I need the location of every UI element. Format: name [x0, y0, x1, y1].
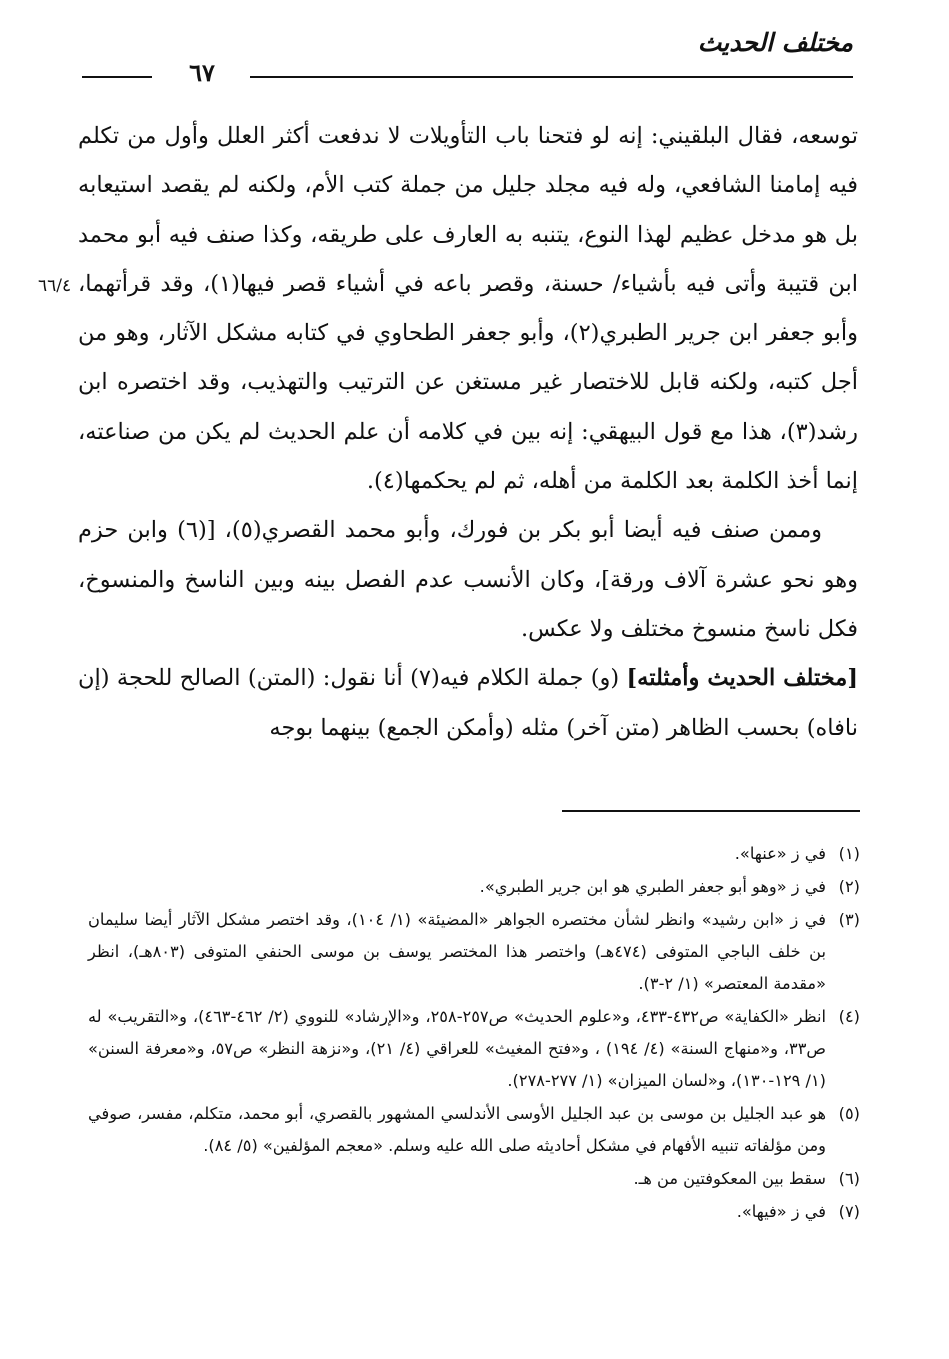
paragraph-3 [78, 654, 858, 753]
footnote-number: (٢) [838, 877, 860, 896]
footnote-text: في ز «فيها». [736, 1202, 826, 1221]
footnote-6 [88, 1163, 860, 1195]
paragraph-3-text: (و) جملة الكلام فيه(٧) أنا نقول: (المتن) الصالح للحجة (إن نافاه) بحسب الظاهر (متن آخر) مثله (وأمكن الجمع) بينهما بوجه [78, 665, 858, 741]
footnote-7 [88, 1196, 860, 1228]
footnote-number: (٧) [838, 1202, 860, 1221]
header-rule-left [82, 76, 152, 78]
footnote-number: (٣) [838, 910, 860, 929]
footnote-5 [88, 1098, 860, 1162]
footnote-text: في ز «ابن رشيد» وانظر لشأن مختصره الجواهر «المضيئة» (١/ ١٠٤)، وقد اختصر مشكل الآثار أيضا سليمان بن خلف الباجي المتوفى (٤٧٤هـ) واختصر هذا المختصر يوسف بن موسى الحنفي المتوفى (٨٠٣هـ)، انظر «مقدمة المعتصر» (١/ ٢-٣). [88, 910, 826, 993]
footnote-number: (٥) [838, 1104, 860, 1123]
footnote-text: سقط بين المعكوفتين من هـ. [633, 1169, 826, 1188]
footnote-3 [88, 904, 860, 1000]
footnote-1 [88, 838, 860, 870]
footnote-text: في ز «عنها». [734, 844, 826, 863]
main-text [78, 112, 858, 753]
footnote-2 [88, 871, 860, 903]
header-rule-right [250, 76, 853, 78]
footnote-separator [562, 810, 860, 812]
margin-page-reference: ٦٦/٤ [38, 276, 72, 296]
footnote-text: انظر «الكفاية» ص٤٣٢-٤٣٣، و«علوم الحديث» ص٢٥٧-٢٥٨، و«الإرشاد» للنووي (٢/ ٤٦٢-٤٦٣)، و«التقريب» له ص٣٣، و«منهاج السنة» (٤/ ١٩٤) ، و«فتح المغيث» للعراقي (٤/ ٢١)، و«نزهة النظر» ص٥٧، و«معرفة السنن» (١/ ١٢٩-١٣٠)، و«لسان الميزان» (١/ ٢٧٧-٢٧٨). [88, 1007, 826, 1090]
footnote-text: في ز «وهو أبو جعفر الطبري هو ابن جرير الطبري». [479, 877, 826, 896]
footnote-text: هو عبد الجليل بن موسى بن عبد الجليل الأوسى الأندلسي المشهور بالقصري، أبو محمد، متكلم، مفسر، صوفي ومن مؤلفاته تنبيه الأفهام في مشكل أحاديثه صلى الله عليه وسلم. «معجم المؤلفين» (٥/ ٨٤). [88, 1104, 826, 1155]
footnote-number: (٤) [838, 1007, 860, 1026]
section-heading: [مختلف الحديث وأمثلته] [626, 665, 858, 692]
footnote-4 [88, 1001, 860, 1097]
paragraph-2: وممن صنف فيه أيضا أبو بكر بن فورك، وأبو محمد القصري(٥)، [(٦) وابن حزم وهو نحو عشرة آلاف ورقة]، وكان الأنسب عدم الفصل بينه وبين الناسخ والمنسوخ، فكل ناسخ منسوخ مختلف ولا عكس. [78, 517, 858, 642]
running-header-title: مختلف الحديث [697, 28, 853, 57]
paragraph-1: توسعه، فقال البلقيني: إنه لو فتحنا باب التأويلات لا ندفعت أكثر العلل وأول من تكلم فيه إمامنا الشافعي، وله فيه مجلد جليل من جملة كتب الأم، ولكنه لم يقصد استيعابه بل هو مدخل عظيم لهذا النوع، يتنبه به العارف على طريقه، وكذا صنف فيه أبو محمد ابن قتيبة وأتى فيه بأشياء/ حسنة، وقصر باعه في أشياء قصر فيها(١)، وقد قرأتهما، وأبو جعفر ابن جرير الطبري(٢)، وأبو جعفر الطحاوي في كتابه مشكل الآثار، وهو من أجل كتبه، ولكنه قابل للاختصار غير مستغن عن الترتيب والتهذيب، وقد اختصره ابن رشد(٣)، هذا مع قول البيهقي: إنه بين في كلامه أن علم الحديث لم يكن من صناعته، إنما أخذ الكلمة بعد الكلمة من أهله، ثم لم يحكمها(٤). [78, 123, 858, 495]
page-number: ٦٧ [189, 58, 215, 87]
footnote-number: (١) [838, 844, 860, 863]
footnote-number: (٦) [838, 1169, 860, 1188]
footnotes [88, 838, 860, 1229]
